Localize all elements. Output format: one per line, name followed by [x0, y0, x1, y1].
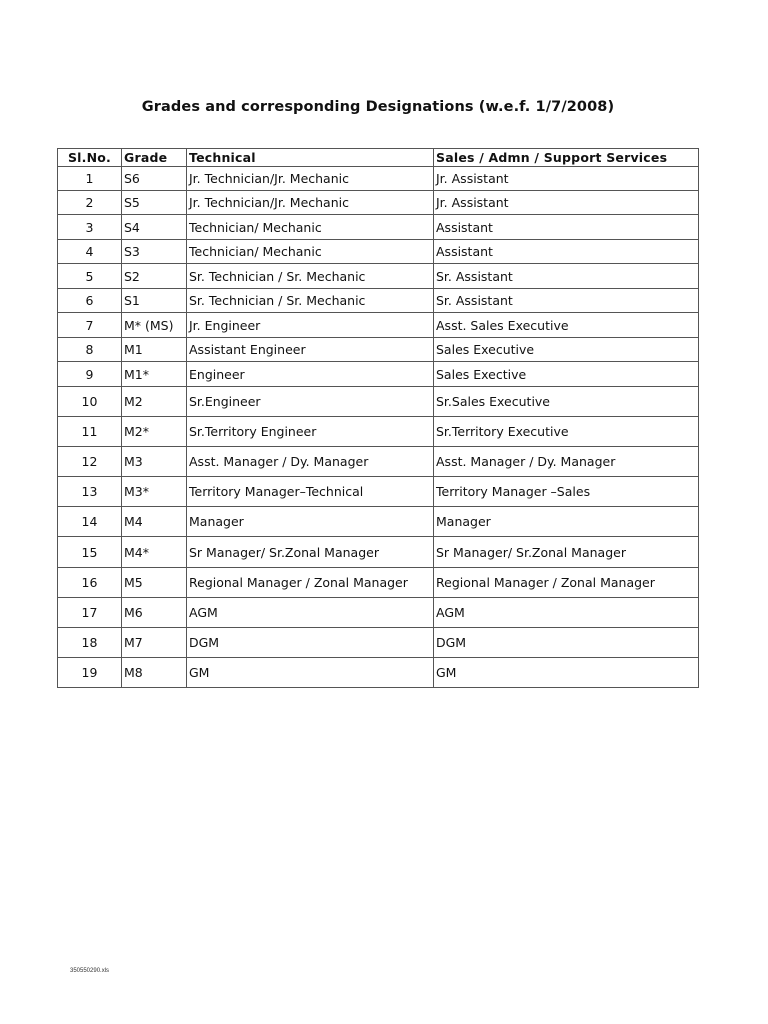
- cell-sl-no: 11: [58, 417, 122, 447]
- cell-sl-no: 18: [58, 628, 122, 658]
- cell-sales: Regional Manager / Zonal Manager: [434, 568, 699, 598]
- cell-sl-no: 13: [58, 477, 122, 507]
- cell-sales: AGM: [434, 598, 699, 628]
- cell-grade: S6: [122, 167, 187, 191]
- cell-sl-no: 2: [58, 191, 122, 215]
- table-row: [58, 264, 699, 289]
- cell-sales: GM: [434, 658, 699, 688]
- cell-sales: Sr Manager/ Sr.Zonal Manager: [434, 537, 699, 568]
- cell-grade: M1: [122, 338, 187, 362]
- cell-sl-no: 16: [58, 568, 122, 598]
- cell-grade: M5: [122, 568, 187, 598]
- cell-sl-no: 8: [58, 338, 122, 362]
- cell-sales: Assistant: [434, 215, 699, 240]
- cell-technical: Jr. Technician/Jr. Mechanic: [187, 191, 434, 215]
- header-technical: Technical: [187, 149, 434, 167]
- cell-sales: Jr. Assistant: [434, 191, 699, 215]
- cell-sl-no: 4: [58, 240, 122, 264]
- cell-grade: M6: [122, 598, 187, 628]
- cell-technical: DGM: [187, 628, 434, 658]
- table-header-row: [58, 149, 699, 167]
- table-row: [58, 387, 699, 417]
- cell-technical: Territory Manager–Technical: [187, 477, 434, 507]
- cell-technical: GM: [187, 658, 434, 688]
- cell-technical: Technician/ Mechanic: [187, 240, 434, 264]
- table-row: [58, 537, 699, 568]
- cell-sales: Manager: [434, 507, 699, 537]
- cell-sl-no: 9: [58, 362, 122, 387]
- cell-grade: S5: [122, 191, 187, 215]
- table-row: [58, 507, 699, 537]
- cell-grade: M3: [122, 447, 187, 477]
- cell-grade: S2: [122, 264, 187, 289]
- cell-sl-no: 19: [58, 658, 122, 688]
- cell-sales: Territory Manager –Sales: [434, 477, 699, 507]
- table-row: [58, 362, 699, 387]
- table-row: [58, 598, 699, 628]
- table-row: [58, 215, 699, 240]
- cell-sales: DGM: [434, 628, 699, 658]
- cell-sales: Sales Executive: [434, 338, 699, 362]
- cell-sales: Sr.Sales Executive: [434, 387, 699, 417]
- cell-grade: M1*: [122, 362, 187, 387]
- cell-sales: Assistant: [434, 240, 699, 264]
- cell-sales: Sr.Territory Executive: [434, 417, 699, 447]
- cell-sl-no: 3: [58, 215, 122, 240]
- cell-sl-no: 10: [58, 387, 122, 417]
- cell-technical: Jr. Technician/Jr. Mechanic: [187, 167, 434, 191]
- cell-grade: M2*: [122, 417, 187, 447]
- cell-sl-no: 7: [58, 313, 122, 338]
- cell-grade: M* (MS): [122, 313, 187, 338]
- cell-grade: M3*: [122, 477, 187, 507]
- cell-grade: M4: [122, 507, 187, 537]
- cell-sales: Asst. Manager / Dy. Manager: [434, 447, 699, 477]
- cell-technical: Sr.Territory Engineer: [187, 417, 434, 447]
- grades-table: [57, 148, 699, 688]
- table-row: [58, 477, 699, 507]
- table-row: [58, 289, 699, 313]
- cell-technical: Sr Manager/ Sr.Zonal Manager: [187, 537, 434, 568]
- cell-sales: Sales Exective: [434, 362, 699, 387]
- table-row: [58, 417, 699, 447]
- cell-technical: Sr.Engineer: [187, 387, 434, 417]
- cell-sl-no: 5: [58, 264, 122, 289]
- table-row: [58, 167, 699, 191]
- cell-sl-no: 12: [58, 447, 122, 477]
- header-sales: Sales / Admn / Support Services: [434, 149, 699, 167]
- cell-sales: Asst. Sales Executive: [434, 313, 699, 338]
- header-grade: Grade: [122, 149, 187, 167]
- cell-sales: Sr. Assistant: [434, 289, 699, 313]
- cell-technical: Regional Manager / Zonal Manager: [187, 568, 434, 598]
- cell-sl-no: 6: [58, 289, 122, 313]
- table-row: [58, 240, 699, 264]
- cell-technical: Jr. Engineer: [187, 313, 434, 338]
- table-row: [58, 313, 699, 338]
- cell-grade: S4: [122, 215, 187, 240]
- cell-sales: Jr. Assistant: [434, 167, 699, 191]
- cell-technical: Sr. Technician / Sr. Mechanic: [187, 289, 434, 313]
- table-row: [58, 191, 699, 215]
- table-row: [58, 658, 699, 688]
- cell-grade: M4*: [122, 537, 187, 568]
- table-row: [58, 447, 699, 477]
- cell-grade: M2: [122, 387, 187, 417]
- cell-technical: Manager: [187, 507, 434, 537]
- cell-grade: M8: [122, 658, 187, 688]
- cell-sl-no: 15: [58, 537, 122, 568]
- cell-technical: Sr. Technician / Sr. Mechanic: [187, 264, 434, 289]
- cell-technical: Assistant Engineer: [187, 338, 434, 362]
- cell-grade: S1: [122, 289, 187, 313]
- cell-sl-no: 14: [58, 507, 122, 537]
- cell-grade: S3: [122, 240, 187, 264]
- page-title: Grades and corresponding Designations (w.e.f. 1/7/2008): [141, 99, 615, 115]
- cell-technical: AGM: [187, 598, 434, 628]
- cell-grade: M7: [122, 628, 187, 658]
- table-row: [58, 628, 699, 658]
- cell-technical: Asst. Manager / Dy. Manager: [187, 447, 434, 477]
- cell-technical: Engineer: [187, 362, 434, 387]
- header-sl-no: Sl.No.: [58, 149, 122, 167]
- cell-sl-no: 1: [58, 167, 122, 191]
- cell-sales: Sr. Assistant: [434, 264, 699, 289]
- table-row: [58, 568, 699, 598]
- table-row: [58, 338, 699, 362]
- file-name: 350550290.xls: [70, 968, 110, 974]
- cell-sl-no: 17: [58, 598, 122, 628]
- cell-technical: Technician/ Mechanic: [187, 215, 434, 240]
